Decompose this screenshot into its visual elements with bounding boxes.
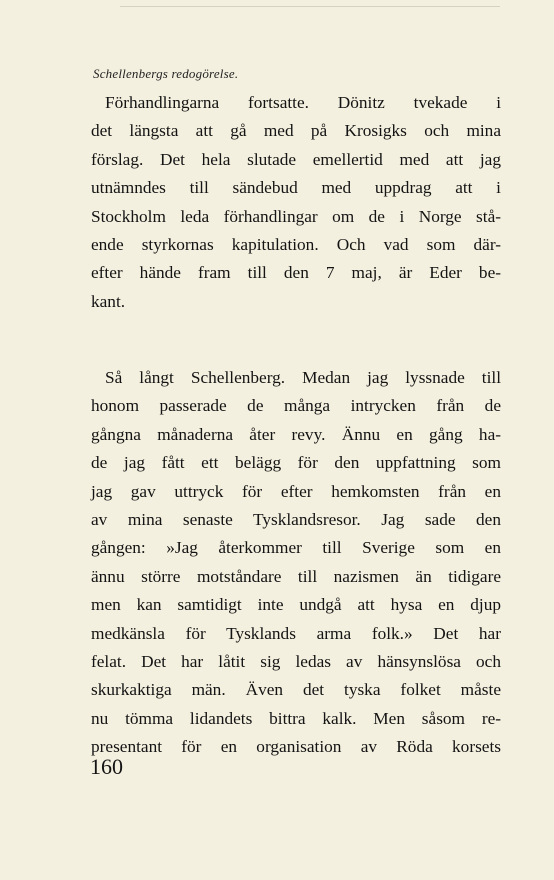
text-line: medkänsla för Tysklands arma folk.» Det har	[91, 623, 501, 643]
text-line: efter hände fram till den 7 maj, är Eder be-	[91, 263, 501, 283]
text-line: Stockholm leda förhandlingar om de i Norge stå-	[91, 206, 501, 226]
text-line: det längsta att gå med på Krosigks och mina	[91, 121, 501, 141]
text-line: förslag. Det hela slutade emellertid med att jag	[91, 149, 501, 169]
text-line: ende styrkornas kapitulation. Och vad som där-	[91, 234, 501, 254]
text-line: gångna månaderna åter revy. Ännu en gång ha-	[91, 424, 501, 444]
text-line: nu tömma lidandets bittra kalk. Men såsom re-	[91, 708, 501, 728]
text-line: presentant för en organisation av Röda korsets	[91, 737, 501, 757]
text-line: skurkaktiga män. Även det tyska folket måste	[91, 680, 501, 700]
text-line: av mina senaste Tysklandsresor. Jag sade den	[91, 509, 501, 529]
running-head: Schellenbergs redogörelse.	[93, 66, 239, 81]
text-line: felat. Det har låtit sig ledas av hänsynslösa och	[91, 651, 501, 671]
text-line: Så långt Schellenberg. Medan jag lyssnade till	[105, 368, 501, 387]
text-line: utnämndes till sändebud med uppdrag att i	[91, 178, 501, 198]
top-edge-rule	[120, 6, 500, 7]
text-line: honom passerade de många intrycken från de	[91, 396, 501, 416]
page-number: 160	[90, 754, 123, 779]
text-line: Förhandlingarna fortsatte. Dönitz tvekade i	[105, 93, 501, 112]
text-line: ännu större motståndare till nazismen än tidigare	[91, 566, 501, 586]
text-line: gången: »Jag återkommer till Sverige som en	[91, 538, 501, 558]
paragraph-1	[91, 89, 501, 316]
text-line: de jag fått ett belägg för den uppfattning som	[91, 453, 501, 473]
text-line: jag gav uttryck för efter hemkomsten från en	[91, 481, 501, 501]
paragraph-2	[91, 364, 501, 761]
text-line: men kan samtidigt inte undgå att hysa en djup	[91, 595, 501, 615]
text-line: kant.	[91, 291, 126, 311]
